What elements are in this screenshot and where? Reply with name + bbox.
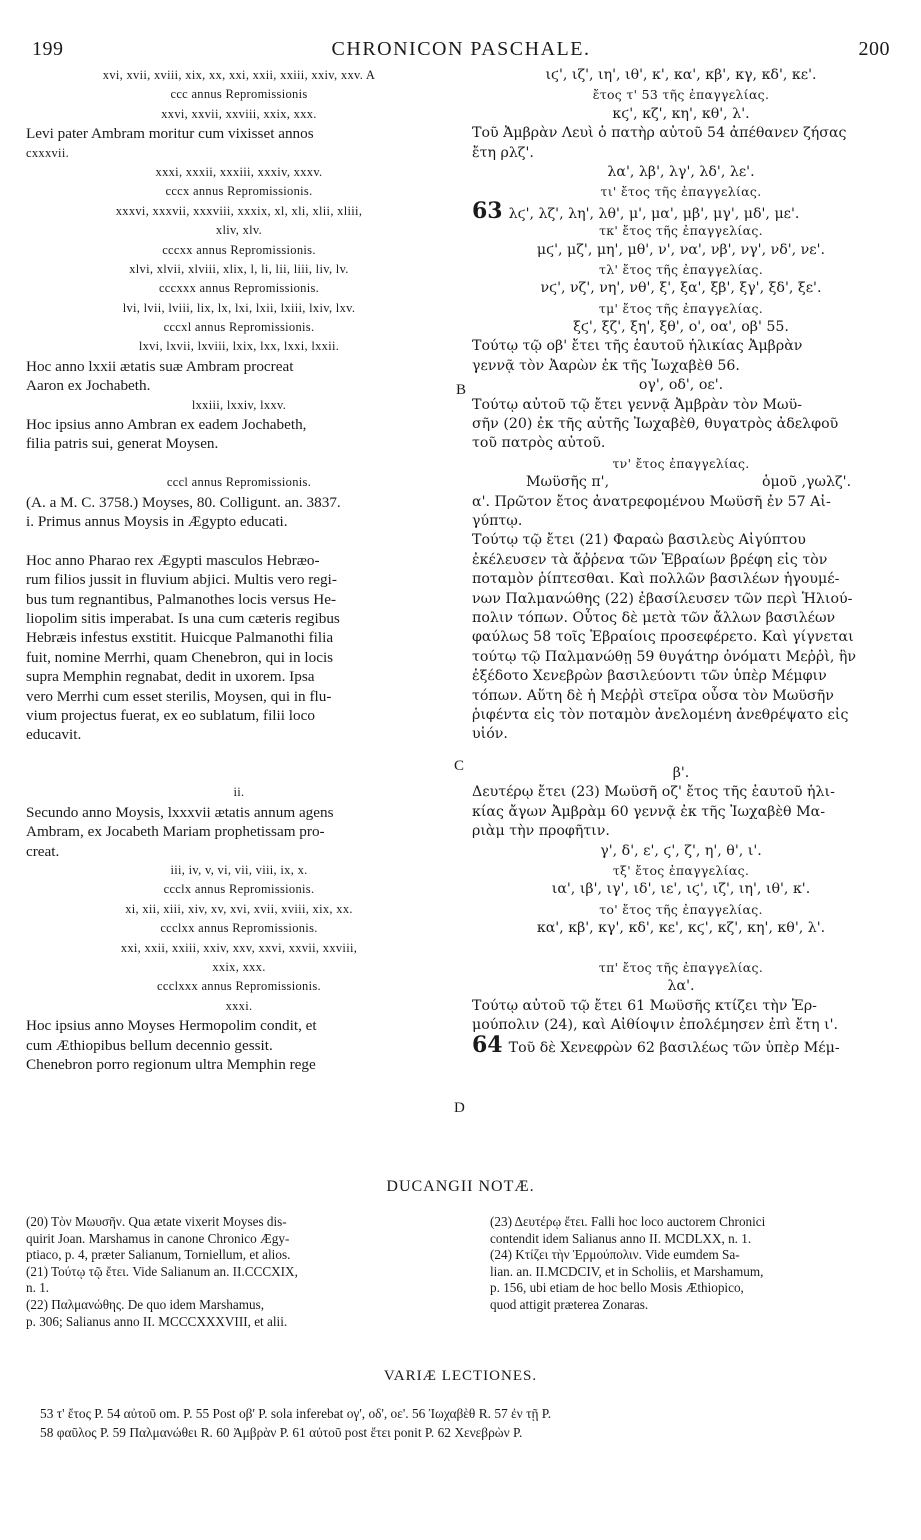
notes-right-column: [490, 1214, 890, 1314]
numeral-line: xxix, xxx.: [212, 959, 266, 974]
text-line: (A. a M. C. 3758.) Moyses, 80. Colligunt. an. 3837.: [26, 493, 341, 511]
text-line: cxxxvii.: [26, 145, 70, 160]
text-line: Hoc ipsius anno Moyses Hermopolim condit, et: [26, 1017, 317, 1035]
text-line: μούπολιν (24), καὶ Αἰθίοψιν ἐπολέμησεν ἐπὶ ἔτη ι'.: [472, 1017, 839, 1034]
repromission-line: ccclxxx annus Repromissionis.: [157, 979, 321, 994]
promise-year-line: τλ' ἔτος τῆς ἐπαγγελίας.: [599, 261, 763, 277]
numeral-line: xxxi.: [225, 998, 253, 1013]
numeral-line: iii, iv, v, vi, vii, viii, ix, x.: [170, 863, 308, 878]
numeral-line: λα', λβ', λγ', λδ', λε'.: [607, 163, 755, 180]
repromission-line: cccxx annus Repromissionis.: [162, 242, 316, 257]
note-line: (20) Τὸν Μωυσῆν. Qua ætate vixerit Moyses dis-: [26, 1214, 287, 1229]
note-line: contendit idem Salianus anno II. MCDLXX, n. 1.: [490, 1230, 752, 1246]
text-line: ῥιφέντα εἰς τὸν ποταμὸν ἀνελομένη ἀνεθρέψατο εἰς: [472, 706, 849, 723]
text-line: cum Æthiopibus bellum decennio gessit.: [26, 1036, 273, 1054]
text-line: ποταμὸν ῥίπτεσθαι. Καὶ πολλῶν βασιλέων ἡγουμέ-: [472, 571, 840, 588]
running-title: CHRONICON PASCHALE.: [331, 38, 591, 60]
promise-year-line: τι' ἔτος τῆς ἐπαγγελίας.: [600, 184, 762, 200]
text-line: Secundo anno Moysis, lxxxvii ætatis annum agens: [26, 803, 334, 821]
page-header: [32, 38, 890, 64]
text-line: σῆν (20) ἐκ τῆς αὐτῆς Ἰωχαβὲθ, θυγατρὸς ἀδελφοῦ: [472, 416, 839, 433]
text-line: πολιν τόπων. Οὗτος δὲ μετὰ τῶν ἄλλων βασιλέων: [472, 609, 836, 626]
numeral-line: κα', κβ', κγ', κδ', κε', κϛ', κζ', κη', κθ', λ'.: [536, 920, 826, 937]
numeral-line: xxvi, xxvii, xxviii, xxix, xxx.: [161, 106, 317, 121]
text-line: educavit.: [26, 726, 82, 744]
repromission-line: ccc annus Repromissionis: [170, 87, 308, 102]
text-line: Τούτῳ τῷ οβ' ἔτει τῆς ἑαυτοῦ ἡλικίας Ἀμβρὰν: [472, 338, 803, 355]
text-line: bus tum regnantibus, Palmanothes locis versus He-: [26, 590, 337, 608]
numeral-line: γ', δ', ε', ϛ', ζ', η', θ', ι'.: [600, 842, 762, 859]
promise-year-line: τκ' ἔτος τῆς ἐπαγγελίας.: [599, 223, 763, 239]
text-line: τόπων. Αὕτη δὲ ἡ Μεῤῥὶ στεῖρα οὖσα τὸν Μωϋσῆν: [472, 687, 834, 704]
numeral-line: ογ', οδ', οε'.: [638, 377, 724, 394]
repromission-line: cccxxx annus Repromissionis.: [158, 281, 320, 296]
text-line: creat.: [26, 842, 60, 860]
promise-year-line: τξ' ἔτος ἐπαγγελίας.: [612, 863, 750, 879]
repromission-line: cccxl annus Repromissionis.: [163, 320, 315, 335]
page-number-right: 200: [858, 38, 890, 60]
marginal-number-63: 63: [472, 197, 503, 224]
note-line: p. 306; Salianus anno II. MCCCXXXVIII, et alii.: [26, 1313, 288, 1329]
numeral-line: xi, xii, xiii, xiv, xv, xvi, xvii, xviii, xix, xx.: [125, 901, 353, 916]
promise-year-line: το' ἔτος τῆς ἐπαγγελίας.: [599, 901, 763, 917]
margin-letter-d: D: [454, 1100, 465, 1116]
text-line: Chenebron porro regionum ultra Memphin rege: [26, 1055, 316, 1073]
text-line: Τούτῳ τῷ ἔτει (21) Φαραὼ βασιλεὺς Αἰγύπτου: [472, 532, 806, 549]
year-heading: ii.: [233, 785, 245, 800]
numeral-line: 63 λϛ', λζ', λη', λθ', μ', μα', μβ', μγ', μδ', με'.: [472, 197, 800, 224]
variant-line: 58 φαῦλος P. 59 Παλμανώθει R. 60 Ἀμβρὰν P. 61 αὐτοῦ post ἔτει ponit P. 62 Χενεβρὼν P.: [40, 1425, 523, 1441]
numeral-line: ξϛ', ξζ', ξη', ξθ', ο', οα', οβ' 55.: [573, 319, 789, 336]
text-line: Levi pater Ambram moritur cum vixisset annos: [26, 125, 314, 143]
numeral-line: ια', ιβ', ιγ', ιδ', ιε', ιϛ', ιζ', ιη', ιθ', κ'.: [551, 881, 811, 898]
text-line: γεννᾷ τὸν Ἀαρὼν ἐκ τῆς Ἰωχαβὲθ 56.: [472, 357, 740, 374]
note-line: quod attigit præterea Zonaras.: [490, 1296, 649, 1312]
text-line: Ambram, ex Jocabeth Mariam prophetissam pro-: [26, 823, 325, 841]
latin-column: [26, 66, 452, 1074]
text-line: Hebræis infestus exstitit. Huicque Palmanothi filia: [26, 629, 334, 647]
text-line: Τούτῳ αὐτοῦ τῷ ἔτει 61 Μωϋσῆς κτίζει τὴν Ἑρ-: [472, 997, 817, 1014]
text-line: supra Memphin regnabat, dedit in uxorem. Ipsa: [26, 668, 315, 686]
note-line: (22) Παλμανώθης. De quo idem Marshamus,: [26, 1296, 264, 1312]
margin-letter-c: C: [454, 758, 465, 774]
text-line: liopolim sitis imperabat. Is una cum cæteris regibus: [26, 609, 340, 627]
note-line: lian. an. II.MCDCIV, et in Scholiis, et Marshamum,: [490, 1263, 764, 1279]
text-line: κίας ἄγων Ἀμβρὰμ 60 γεννᾷ ἐκ τῆς Ἰωχαβὲθ Μα-: [472, 803, 825, 820]
moses-count-line: Μωϋσῆς π', ὁμοῦ ,γωλζ'.: [526, 474, 852, 491]
notes-left-column: [26, 1214, 452, 1330]
text-line: Δευτέρῳ ἔτει (23) Μωϋσῆ οζ' ἔτος τῆς ἑαυτοῦ ἡλι-: [472, 784, 835, 801]
numeral-line: lxvi, lxvii, lxviii, lxix, lxx, lxxi, lxxii.: [138, 339, 340, 354]
text-line: Hoc anno Pharao rex Ægypti masculos Hebræo-: [26, 551, 320, 569]
note-line: (23) Δευτέρῳ ἔτει. Falli hoc loco auctorem Chronici: [490, 1214, 766, 1229]
text-line: υἱόν.: [472, 726, 508, 743]
text-line: vero Merrhi cum esset sterilis, Moysen, qui in flu-: [26, 687, 332, 705]
year-heading: β'.: [672, 765, 690, 782]
numeral-line: xlvi, xlvii, xlviii, xlix, l, li, lii, liii, liv, lv.: [129, 261, 349, 276]
note-line: (24) Κτίζει τὴν Ἑρμούπολιν. Vide eumdem Sa-: [490, 1247, 740, 1263]
promise-year-line: τμ' ἔτος τῆς ἐπαγγελίας.: [598, 300, 764, 316]
text-line: Hoc anno lxxii ætatis suæ Ambram procreat: [26, 357, 294, 375]
text-line: Τούτῳ αὐτοῦ τῷ ἔτει γεννᾷ Ἀμβρὰν τὸν Μωϋ-: [472, 396, 803, 413]
promise-year-line: ἔτος τ' 53 τῆς ἐπαγγελίας.: [592, 87, 770, 103]
text-line: ἔτη ρλζ'.: [472, 144, 534, 161]
promise-year-line: τν' ἔτος ἐπαγγελίας.: [612, 455, 750, 471]
numeral-line: xxxvi, xxxvii, xxxviii, xxxix, xl, xli, xlii, xliii,: [115, 203, 363, 218]
numeral-line: xvi, xvii, xviii, xix, xx, xxi, xxii, xxiii, xxiv, xxv. A: [102, 68, 376, 82]
note-line: n. 1.: [26, 1280, 50, 1296]
numeral-line: μϛ', μζ', μη', μθ', ν', να', νβ', νγ', νδ', νε'.: [536, 241, 826, 258]
text-line: fuit, nomine Merrhi, quam Chenebron, qui in locis: [26, 648, 334, 666]
variant-line: 53 τ' ἔτος P. 54 αὐτοῦ om. P. 55 Post οβ' P. sola inferebat ογ', οδ', οε'. 56 Ἰωχαβὲθ R. 57 ἐν τῇ P.: [40, 1406, 552, 1421]
text-line: τοῦ πατρὸς αὐτοῦ.: [472, 435, 606, 452]
text-line: φαύλως 58 τοῖς Ἑβραίοις προσεφέρετο. Καὶ γίγνεται: [472, 629, 854, 646]
numeral-line: xxi, xxii, xxiii, xxiv, xxv, xxvi, xxvii, xxviii,: [120, 940, 358, 955]
text-line: α'. Πρῶτον ἔτος ἀνατρεφομένου Μωϋσῆ ἐν 57 Αἰ-: [472, 493, 831, 510]
text-line: τούτῳ τῷ Παλμανώθῃ 59 θυγάτηρ ὀνόματι Μεῤῥὶ, ἣν: [472, 648, 857, 665]
repromission-line: ccclxx annus Repromissionis.: [160, 921, 318, 936]
repromission-line: ccclx annus Repromissionis.: [163, 882, 315, 897]
numeral-line: xliv, xlv.: [215, 223, 263, 238]
text-line: νων Παλμανώθης (22) ἐβασίλευσεν τῶν περὶ Ἡλιού-: [472, 590, 853, 607]
promise-year-line: τπ' ἔτος τῆς ἐπαγγελίας.: [598, 959, 764, 975]
numeral-line: κϛ', κζ', κη', κθ', λ'.: [612, 105, 750, 122]
marginal-number-64: 64: [472, 1031, 503, 1058]
note-line: quirit Joan. Marshamus in canone Chronico Ægy-: [26, 1230, 290, 1246]
text-line: γύπτῳ.: [472, 512, 523, 529]
text-line: vium projectus fuerat, ex eo sublatum, filii loco: [26, 706, 315, 724]
variants-heading: VARIÆ LECTIONES.: [383, 1368, 538, 1384]
text-line: ριὰμ τὴν προφῆτιν.: [472, 823, 610, 840]
text-line: Hoc ipsius anno Ambran ex eadem Jochabeth,: [26, 416, 307, 434]
margin-letter-b: B: [456, 382, 467, 398]
text-line: ἐξέδοτο Χενεβρὼν βασιλεύοντι τῶν ὑπὲρ Μέμφιν: [472, 668, 827, 685]
variant-readings: [40, 1404, 890, 1443]
note-line: ptiaco, p. 4, præter Salianum, Torniellum, et alios.: [26, 1247, 291, 1263]
text-line: Aaron ex Jochabeth.: [26, 377, 151, 395]
text-line: i. Primus annus Moysis in Ægypto educati.: [26, 512, 288, 530]
text-line: Τοῦ Ἀμβρὰν Λευὶ ὁ πατὴρ αὐτοῦ 54 ἀπέθανεν ζήσας: [472, 125, 847, 142]
repromission-line: cccx annus Repromissionis.: [165, 184, 313, 199]
text-line: 64 Τοῦ δὲ Χενεφρὼν 62 βασιλέως τῶν ὑπὲρ Μέμ-: [472, 1031, 840, 1058]
numeral-line: νϛ', νζ', νη', νθ', ξ', ξα', ξβ', ξγ', ξδ', ξε'.: [540, 280, 822, 297]
note-line: (21) Τούτῳ τῷ ἔτει. Vide Salianum an. II.CCCXIX,: [26, 1263, 298, 1279]
repromission-line: cccl annus Repromissionis.: [166, 475, 312, 490]
numeral-line: λα'.: [667, 978, 695, 995]
numeral-line: ιϛ', ιζ', ιη', ιθ', κ', κα', κβ', κγ, κδ', κε'.: [545, 67, 817, 83]
text-line: rum filios jussit in fluvium abjici. Multis vero regi-: [26, 571, 337, 589]
note-line: p. 156, ubi etiam de hoc bello Mosis Æthiopico,: [490, 1280, 744, 1296]
text-line: ἐκέλευσεν τὰ ἄῤῥενα τῶν Ἑβραίων βρέφη εἰς τὸν: [472, 551, 828, 568]
greek-column: [472, 66, 890, 1058]
numeral-line: xxxi, xxxii, xxxiii, xxxiv, xxxv.: [155, 164, 323, 179]
numeral-line: lxxiii, lxxiv, lxxv.: [191, 397, 287, 412]
text-line: filia patris sui, generat Moysen.: [26, 435, 219, 453]
page-number-left: 199: [32, 38, 64, 60]
notes-heading: DUCANGII NOTÆ.: [386, 1178, 535, 1195]
numeral-line: lvi, lvii, lviii, lix, lx, lxi, lxii, lxiii, lxiv, lxv.: [122, 300, 356, 315]
